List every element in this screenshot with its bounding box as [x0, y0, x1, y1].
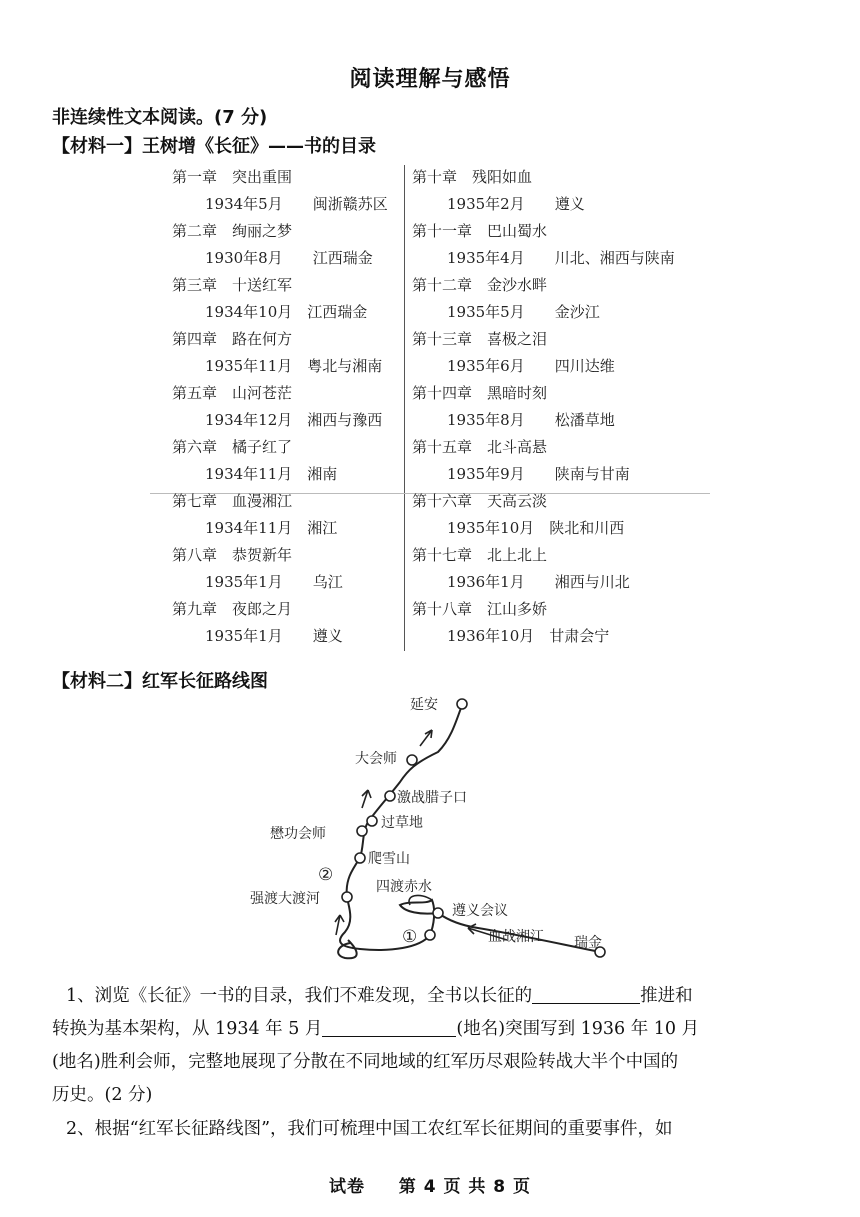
page-title: 阅读理解与感悟 [349, 67, 511, 92]
toc-chapter-detail: 1935年2月 遵义 [447, 195, 585, 213]
toc-chapter-detail: 1934年5月 闽浙赣苏区 [205, 195, 388, 213]
q1-line-2: 转换为基本架构，从 1934 年 5 月 (地名)突围写到 1936 年 10 月 [52, 1013, 812, 1046]
toc-chapter: 第五章 山河苍茫 [172, 384, 293, 402]
q1-blank-1[interactable] [532, 983, 640, 1004]
stop-1 [425, 930, 435, 940]
toc-chapter-detail: 1935年1月 乌江 [205, 573, 343, 591]
q1-line-3: (地名)胜利会师，完整地展现了分散在不同地域的红军历尽艰险转战大半个中国的 [52, 1052, 679, 1072]
toc-chapter-detail: 1935年11月 粤北与湘南 [205, 357, 383, 375]
toc-chapter-detail: 1935年4月 川北、湘西与陕南 [447, 249, 675, 267]
label-caodi: 过草地 [381, 815, 423, 831]
toc-chapter-detail: 1936年1月 湘西与川北 [447, 573, 630, 591]
stop-caodi [367, 816, 377, 826]
label-yanan: 延安 [410, 697, 438, 713]
toc-chapter: 第十三章 喜极之泪 [412, 330, 548, 348]
material2-heading: 【材料二】红军长征路线图 [52, 671, 268, 692]
toc-chapter: 第二章 绚丽之梦 [172, 222, 293, 240]
q1-line-1: 1、浏览《长征》一书的目录，我们不难发现，全书以长征的 推进和 [52, 980, 812, 1013]
stop-dadu [342, 892, 352, 902]
toc-chapter: 第八章 恭贺新年 [172, 546, 293, 564]
label-chishui: 四渡赤水 [376, 879, 432, 895]
toc-chapter: 第十二章 金沙水畔 [412, 276, 548, 294]
toc-chapter: 第一章 突出重围 [172, 168, 293, 186]
question-1 [52, 980, 812, 1112]
label-dahuishi: 大会师 [355, 751, 397, 767]
toc-chapter-detail: 1935年8月 松潘草地 [447, 411, 615, 429]
stop-yanan [457, 699, 467, 709]
footer-page-number: 第 4 页 共 8 页 [398, 1177, 532, 1197]
toc-chapter-detail: 1935年6月 四川达维 [447, 357, 615, 375]
stop-lazikou [385, 791, 395, 801]
toc-chapter: 第十八章 江山多娇 [412, 600, 548, 618]
q1-line-4: 历史。(2 分) [52, 1085, 153, 1105]
toc-chapter: 第十一章 巴山蜀水 [412, 222, 548, 240]
label-zunyi: 遵义会议 [452, 903, 508, 919]
q2-line-1: 2、根据“红军长征路线图”，我们可梳理中国工农红军长征期间的重要事件，如 [66, 1119, 673, 1139]
label-marker-1: ① [402, 927, 418, 947]
toc-chapter: 第十四章 黑暗时刻 [412, 384, 548, 402]
label-dadu: 强渡大渡河 [250, 891, 320, 907]
stop-zunyi [433, 908, 443, 918]
toc-chapter-detail: 1930年8月 江西瑞金 [205, 249, 373, 267]
toc-chapter-detail: 1935年9月 陕南与甘南 [447, 465, 630, 483]
stop-xueshan [355, 853, 365, 863]
toc-chapter-detail: 1934年12月 湘西与豫西 [205, 411, 383, 429]
toc-chapter-detail: 1935年10月 陕北和川西 [447, 519, 625, 537]
toc-chapter: 第四章 路在何方 [172, 330, 293, 348]
stop-dahuishi [407, 755, 417, 765]
page-footer [0, 1172, 860, 1197]
stop-maogong [357, 826, 367, 836]
q1-blank-2[interactable] [322, 1016, 456, 1037]
label-maogong: 懋功会师 [270, 826, 326, 842]
toc-chapter: 第三章 十送红军 [172, 276, 293, 294]
label-xiangjiang: 血战湘江 [488, 929, 544, 945]
toc-chapter: 第九章 夜郎之月 [172, 600, 293, 618]
toc-chapter-detail: 1934年10月 江西瑞金 [205, 303, 368, 321]
section-intro: 非连续性文本阅读。(7 分) [52, 107, 268, 128]
toc-chapter: 第十七章 北上北上 [412, 546, 548, 564]
toc-chapter: 第七章 血漫湘江 [172, 492, 293, 510]
label-marker-2: ② [318, 865, 334, 885]
question-2 [52, 1113, 812, 1146]
toc-chapter: 第十章 残阳如血 [412, 168, 533, 186]
toc-chapter: 第十五章 北斗高悬 [412, 438, 548, 456]
toc-chapter-detail: 1935年1月 遵义 [205, 627, 343, 645]
label-ruijin: 瑞金 [574, 935, 602, 951]
material1-heading: 【材料一】王树增《长征》——书的目录 [52, 136, 376, 157]
label-lazikou: 激战腊子口 [397, 790, 467, 806]
toc-chapter-detail: 1934年11月 湘江 [205, 519, 338, 537]
toc-chapter: 第十六章 天高云淡 [412, 492, 548, 510]
toc-chapter-detail: 1935年5月 金沙江 [447, 303, 600, 321]
toc-chapter-detail: 1934年11月 湘南 [205, 465, 338, 483]
toc-chapter: 第六章 橘子红了 [172, 438, 293, 456]
label-xueshan: 爬雪山 [368, 851, 410, 867]
footer-label: 试卷 [328, 1177, 365, 1197]
toc-chapter-detail: 1936年10月 甘肃会宁 [447, 627, 610, 645]
